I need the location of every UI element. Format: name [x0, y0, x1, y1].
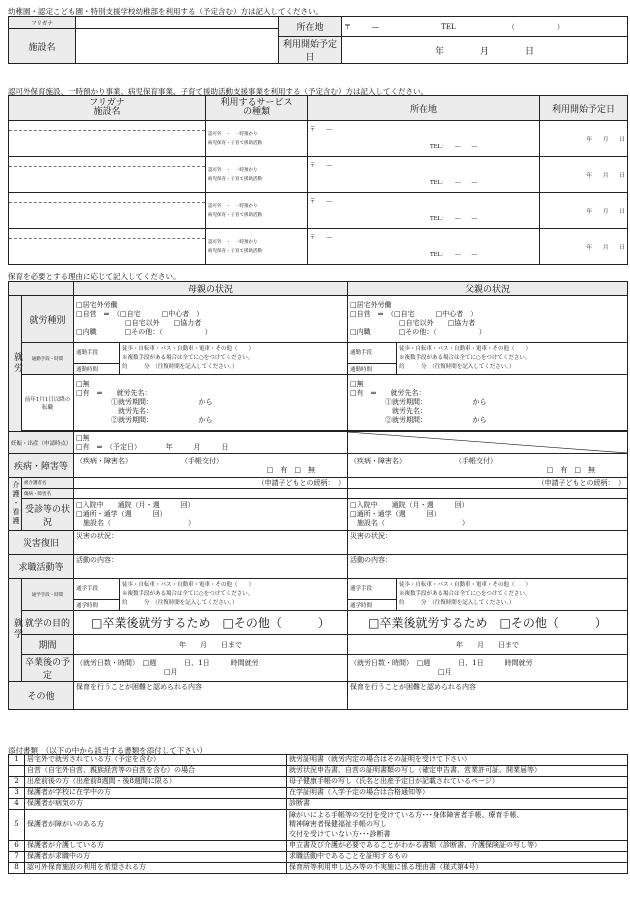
father-care-illness[interactable]: [348, 489, 628, 499]
mother-pregnancy[interactable]: □無 □有 ⇒ （予定日） 年 月 日: [74, 432, 348, 454]
father-care-status[interactable]: □入院中 通院（月・週 回） □通所・通学（週 回） 施設名（ ）: [348, 499, 628, 531]
father-care-relation[interactable]: （申請子どもとの続柄： ）: [348, 478, 628, 489]
reason-table: [8, 281, 628, 710]
after-graduation-label: 卒業後の予定: [22, 655, 74, 682]
start-date-field[interactable]: 年 月 日: [540, 157, 628, 193]
mother-job-hunting[interactable]: 活動の内容：: [74, 555, 348, 579]
pregnancy-label: 妊娠・出産（申請時点）: [9, 432, 74, 454]
attachment-number: 3: [9, 788, 25, 799]
service-choice[interactable]: 認可外 ・ 一時預かり 病児保育・子育て援助活動: [206, 157, 308, 193]
address-field[interactable]: 〒 ― TEL： ― ―: [308, 229, 540, 265]
tel-value: （ ）: [507, 22, 564, 31]
facility-name-field[interactable]: [9, 229, 206, 265]
facility-name-field[interactable]: [9, 193, 206, 229]
attachment-document: 保育所等利用申し込み等の不実施に係る理由書（様式第4号）: [287, 863, 628, 874]
service-choice[interactable]: 認可外 ・ 一時預かり 病児保育・子育て援助活動: [206, 229, 308, 265]
mother-study-commute-labels: 通学手段 通学時間: [74, 579, 120, 611]
attachment-row: [9, 810, 628, 841]
mother-commute-field[interactable]: 徒歩・自転車・バス・自動車・電車・その他（ ） ※複数手段がある場合は全てに○をつけてください。 約 分 （往復時間を記入してください。）: [120, 343, 348, 375]
attachment-number: [9, 766, 25, 777]
mother-care-relation[interactable]: （申請子どもとの続柄： ）: [74, 478, 348, 489]
mother-other[interactable]: 保育を行うことが困難と認められる内容: [74, 682, 348, 710]
father-study-period[interactable]: 年 月 日まで: [348, 635, 628, 655]
attachment-row: [9, 841, 628, 852]
mother-study-purpose[interactable]: □卒業後就労するため □その他（ ）: [74, 611, 348, 635]
furigana-label: フリガナ: [9, 17, 76, 29]
start-date-field[interactable]: 年 月 日: [540, 121, 628, 157]
tel-label: TEL: [441, 22, 456, 31]
attachment-case: 保護者が求職中の方: [25, 852, 287, 863]
study-commute-label: 通学手段・時間: [22, 579, 74, 611]
attachment-document: 在学証明書（入学予定の場合は合格通知等）: [287, 788, 628, 799]
address-field[interactable]: 〒 ― TEL： ― ―: [308, 193, 540, 229]
father-study-commute-labels: 通学手段 通学時間: [348, 579, 397, 611]
care-section-label: 介護・看護: [9, 478, 22, 531]
study-section-label: 就学: [9, 579, 22, 682]
study-period-label: 期間: [22, 635, 74, 655]
attachment-row: [9, 777, 628, 788]
postal-code: 〒 ―: [344, 22, 379, 31]
attachment-case: 保護者が病気の方: [25, 799, 287, 810]
prev-job-label: 前年1月1日以降の転職: [22, 375, 74, 431]
care-illness-label: 傷病・障害名: [22, 489, 74, 499]
furigana-field[interactable]: [76, 17, 279, 29]
address-field[interactable]: 〒 ― TEL： ― ―: [308, 157, 540, 193]
address-field[interactable]: [342, 17, 628, 37]
section1-heading: 幼稚園・認定こども園・特別支援学校幼稚部を利用する（予定含む）方は記入してください。: [8, 7, 323, 16]
father-job-hunting[interactable]: 活動の内容：: [348, 555, 628, 579]
attachment-case: 居宅外で就労されている方（予定を含む）: [25, 755, 287, 766]
facility-row: [9, 157, 628, 193]
attachment-number: 2: [9, 777, 25, 788]
other-label: その他: [9, 682, 74, 710]
attachment-document: 母子健康手帳の写し（氏名と出産予定日が記載されているページ）: [287, 777, 628, 788]
attachment-number: 5: [9, 810, 25, 841]
attachment-number: 4: [9, 799, 25, 810]
father-commute-field[interactable]: 徒歩・自転車・バス・自動車・電車・その他（ ） ※複数手段がある場合は全てに○をつけてください。 約 分 （往復時間を記入してください。）: [397, 343, 628, 375]
mother-commute-labels: 通勤手段 通勤時間: [74, 343, 120, 375]
attachment-case: 認可外保育施設の利用を希望される方: [25, 863, 287, 874]
father-pregnancy-na: [348, 432, 628, 454]
attachment-document: 就労状況申告書、自営の証明書類の写し（確定申告書、営業許可証、開業届等）: [287, 766, 628, 777]
attachment-row: [9, 788, 628, 799]
start-date-field[interactable]: 年 月 日: [540, 193, 628, 229]
father-header: 父親の状況: [348, 282, 628, 296]
other-facility-table: [8, 95, 628, 265]
start-date-label: 利用開始予定日: [279, 37, 342, 64]
job-hunting-label: 求職活動等: [9, 555, 74, 579]
father-study-commute[interactable]: 徒歩・自転車・バス・自動車・電車・その他（ ） ※複数手段がある場合は全てに○をつけてください。 約 分 （往復時間を記入してください。）: [397, 579, 628, 611]
facility-name-field[interactable]: [9, 121, 206, 157]
attachment-case: 保護者が介護している方: [25, 841, 287, 852]
mother-disaster[interactable]: 災害の状況：: [74, 531, 348, 555]
illness-label: 疾病・障害等: [9, 454, 74, 478]
mother-study-commute[interactable]: 徒歩・自転車・バス・自動車・電車・その他（ ） ※複数手段がある場合は全てに○をつけてください。 約 分 （往復時間を記入してください。）: [120, 579, 348, 611]
commute-label: 通勤手段・時間: [22, 343, 74, 375]
service-choice[interactable]: 認可外 ・ 一時預かり 病児保育・子育て援助活動: [206, 193, 308, 229]
attachment-case: 自営（自宅外自営、親族経営等の自営を含む）の場合: [25, 766, 287, 777]
attachment-number: 6: [9, 841, 25, 852]
care-target-label: 被介護者名: [22, 478, 74, 489]
col-service-type: 利用するサービス の種類: [206, 96, 308, 121]
attachments-table: [8, 754, 628, 874]
facility-row: [9, 229, 628, 265]
attachment-row: [9, 799, 628, 810]
father-other[interactable]: 保育を行うことが困難と認められる内容: [348, 682, 628, 710]
facility-row: [9, 193, 628, 229]
father-illness[interactable]: （疾病・障害名） （手帳交付） □ 有 □ 無: [348, 454, 628, 478]
father-prev-job[interactable]: □無 □有 ⇒ 就労先名： ①就労期間： から 就労先名： ②就労期間： から: [348, 375, 628, 431]
attachment-row: [9, 766, 628, 777]
attachment-row: [9, 755, 628, 766]
col-facility-name: フリガナ 施設名: [9, 96, 206, 121]
attachment-case: 保護者が障がいのある方: [25, 810, 287, 841]
mother-prev-job[interactable]: □無 □有 ⇒ 就労先名： ①就労期間： から 就労先名： ②就労期間： から: [74, 375, 348, 431]
attachment-document: 申立書及び介護が必要であることがわかる書類（診断書、介護保険証の写し等）: [287, 841, 628, 852]
father-commute-labels: 通勤手段 通勤時間: [348, 343, 397, 375]
section3-heading: 保育を必要とする理由に応じて記入してください。: [8, 272, 181, 281]
kindergarten-table: [8, 16, 628, 64]
attachment-number: 8: [9, 863, 25, 874]
facility-name-label: 施設名: [9, 29, 76, 64]
father-disaster[interactable]: 災害の状況：: [348, 531, 628, 555]
father-study-purpose[interactable]: □卒業後就労するため □その他（ ）: [348, 611, 628, 635]
start-date-field[interactable]: 年 月 日: [540, 229, 628, 265]
attachment-row: [9, 852, 628, 863]
start-date-field[interactable]: 年 月 日: [342, 37, 628, 64]
mother-care-illness[interactable]: [74, 489, 348, 499]
disaster-label: 災害復旧: [9, 531, 74, 555]
work-section-label: 就労: [9, 296, 22, 432]
attachment-row: [9, 863, 628, 874]
address-field[interactable]: 〒 ― TEL： ― ―: [308, 121, 540, 157]
section4-heading: 添付書類 （以下の中から該当する書類を添付して下さい）: [8, 746, 207, 755]
study-purpose-label: 就学の目的: [22, 611, 74, 635]
attachment-case: 保護者が学校に在学中の方: [25, 788, 287, 799]
mother-illness[interactable]: （疾病・障害名） （手帳交付） □ 有 □ 無: [74, 454, 348, 478]
attachment-document: 求職活動中であることを証明するもの: [287, 852, 628, 863]
service-choice[interactable]: 認可外 ・ 一時預かり 病児保育・子育て援助活動: [206, 121, 308, 157]
col-start-date: 利用開始予定日: [540, 96, 628, 121]
mother-header: 母親の状況: [74, 282, 348, 296]
facility-name-field[interactable]: [76, 29, 279, 64]
attachment-document: 診断書: [287, 799, 628, 810]
work-type-label: 就労種別: [22, 296, 74, 343]
attachment-number: 1: [9, 755, 25, 766]
facility-row: [9, 121, 628, 157]
father-after-graduation[interactable]: （就労日数・時間） □週 日、1日 時間就労 □月: [348, 655, 628, 682]
col-address: 所在地: [308, 96, 540, 121]
attachment-case: 出産前後の方（出産前8週間・後8週間に限る）: [25, 777, 287, 788]
mother-work-type[interactable]: □居宅外労働 □自営 ⇒ （□自宅 □中心者 ） □自宅以外 □協力者 □内職 □その他：（ ）: [74, 296, 348, 343]
attachment-document: 障がいによる手帳等の交付を受けている方･･･身体障害者手帳、療育手帳、 精神障害者保健福祉手帳の写し 交付を受けていない方･･･診断書: [287, 810, 628, 841]
section2-heading: 認可外保育施設、一時預かり事業、病児保育事業、子育て援助活動支援事業を利用する（予定含む）方は記入してください。: [8, 87, 428, 96]
facility-name-field[interactable]: [9, 157, 206, 193]
mother-after-graduation[interactable]: （就労日数・時間） □週 日、1日 時間就労 □月: [74, 655, 348, 682]
attachment-document: 就労証明書（就労内定の場合はその証明を受けて下さい）: [287, 755, 628, 766]
address-label: 所在地: [279, 17, 342, 37]
care-status-label: 受診等の状況: [22, 499, 74, 531]
attachment-number: 7: [9, 852, 25, 863]
mother-study-period[interactable]: 年 月 日まで: [74, 635, 348, 655]
father-work-type[interactable]: □居宅外労働 □自営 ⇒ （□自宅 □中心者 ） □自宅以外 □協力者 □内職 □その他：（ ）: [348, 296, 628, 343]
mother-care-status[interactable]: □入院中 通院（月・週 回） □通所・通学（週 回） 施設名（ ）: [74, 499, 348, 531]
